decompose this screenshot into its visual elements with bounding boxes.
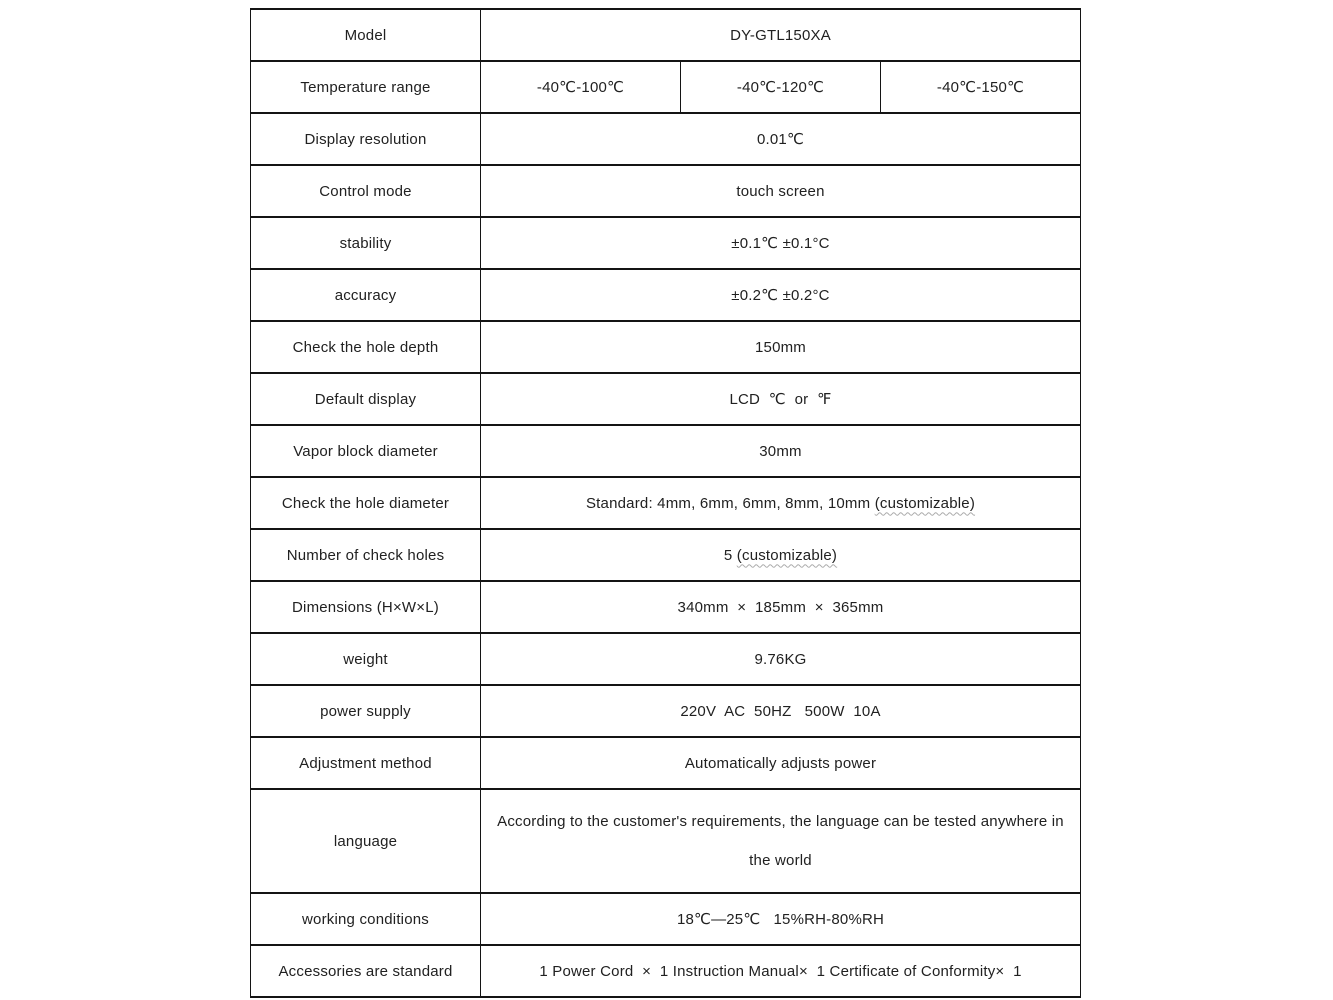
row-value: 0.01℃ [481, 113, 1081, 165]
row-value: -40℃-100℃ [481, 61, 681, 113]
table-row-power-supply [251, 685, 1081, 737]
value-text: 5 [723, 546, 737, 564]
row-label: Default display [251, 373, 481, 425]
row-value: -40℃-150℃ [881, 61, 1081, 113]
table-row-default-display [251, 373, 1081, 425]
row-value: 150mm [481, 321, 1081, 373]
specification-table [250, 8, 1081, 998]
row-label: stability [251, 217, 481, 269]
table-row-display-resolution [251, 113, 1081, 165]
row-label: language [251, 789, 481, 893]
table-row-accessories [251, 945, 1081, 997]
table-row-control-mode [251, 165, 1081, 217]
row-value: LCD ℃ or ℉ [481, 373, 1081, 425]
row-label: power supply [251, 685, 481, 737]
row-value: ±0.1℃ ±0.1°C [481, 217, 1081, 269]
table-row-dimensions [251, 581, 1081, 633]
row-value: DY-GTL150XA [481, 9, 1081, 61]
table-row-vapor-block-diameter [251, 425, 1081, 477]
row-value: 30mm [481, 425, 1081, 477]
row-value: Automatically adjusts power [481, 737, 1081, 789]
table-row-hole-diameter [251, 477, 1081, 529]
table-row-working-conditions [251, 893, 1081, 945]
row-value: 1 Power Cord × 1 Instruction Manual× 1 Certificate of Conformity× 1 [481, 945, 1081, 997]
row-label: Check the hole depth [251, 321, 481, 373]
row-value: According to the customer's requirements, the language can be tested anywhere in the world [481, 789, 1081, 893]
row-value: 9.76KG [481, 633, 1081, 685]
row-label: weight [251, 633, 481, 685]
row-label: Vapor block diameter [251, 425, 481, 477]
value-text: Standard: 4mm, 6mm, 6mm, 8mm, 10mm [585, 494, 875, 512]
spellcheck-underlined-text: (customizable) [874, 494, 976, 512]
row-value [481, 477, 1081, 529]
table-row-temperature-range [251, 61, 1081, 113]
row-label: Dimensions (H×W×L) [251, 581, 481, 633]
table-row-model [251, 9, 1081, 61]
table-row-stability [251, 217, 1081, 269]
row-value: ±0.2℃ ±0.2°C [481, 269, 1081, 321]
row-label: Adjustment method [251, 737, 481, 789]
spellcheck-underlined-text: (customizable) [736, 546, 838, 564]
row-label: Display resolution [251, 113, 481, 165]
row-label: Check the hole diameter [251, 477, 481, 529]
table-row-number-of-holes [251, 529, 1081, 581]
table-row-adjustment-method [251, 737, 1081, 789]
row-value: 220V AC 50HZ 500W 10A [481, 685, 1081, 737]
row-label: Accessories are standard [251, 945, 481, 997]
row-label: accuracy [251, 269, 481, 321]
row-label: Number of check holes [251, 529, 481, 581]
row-value: -40℃-120℃ [681, 61, 881, 113]
row-label: working conditions [251, 893, 481, 945]
table-row-weight [251, 633, 1081, 685]
row-value: 340mm × 185mm × 365mm [481, 581, 1081, 633]
table-row-accuracy [251, 269, 1081, 321]
row-label: Control mode [251, 165, 481, 217]
row-label: Temperature range [251, 61, 481, 113]
row-value: 18℃—25℃ 15%RH-80%RH [481, 893, 1081, 945]
row-label: Model [251, 9, 481, 61]
table-row-language [251, 789, 1081, 893]
table-row-hole-depth [251, 321, 1081, 373]
row-value [481, 529, 1081, 581]
row-value: touch screen [481, 165, 1081, 217]
